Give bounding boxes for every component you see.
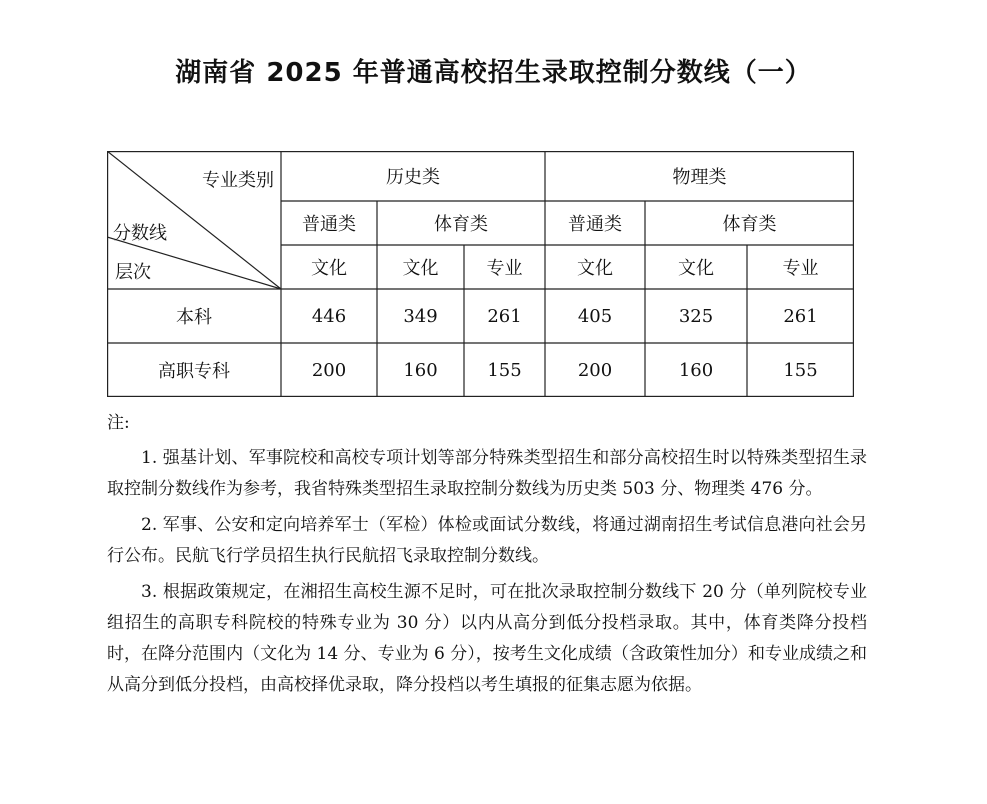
- table-cell: 349: [403, 305, 438, 327]
- table-cell: 200: [311, 359, 347, 381]
- table-cell: 261: [783, 305, 818, 327]
- col-header: 文化: [311, 258, 347, 279]
- history-general-header: 普通类: [302, 214, 356, 235]
- physics-general-header: 普通类: [568, 214, 622, 235]
- table-cell: 160: [403, 359, 438, 381]
- col-header: 专业: [486, 258, 523, 279]
- table-cell: 155: [487, 359, 522, 381]
- note-item-2: 2. 军事、公安和定向培养军士（军检）体检或面试分数线，将通过湖南招生考试信息港向社会另行公布。民航飞行学员招生执行民航招飞录取控制分数线。: [107, 515, 867, 566]
- table-cell: 325: [678, 305, 714, 327]
- note-item-3: 3. 根据政策规定，在湘招生高校生源不足时，可在批次录取控制分数线下 20 分（单列院校专业组招生的高职专科院校的特殊专业为 30 分）以内从高分到低分投档录取。其中，体育类降分投档时，在降分范围内（文化为 14 分、专业为 6 分），按考生文化成绩（含政策性加分）和专业成绩之和从高分到低分投档，由高校择优录取，降分投档以考生填报的征集志愿为依据。: [107, 582, 867, 695]
- col-header: 专业: [782, 258, 819, 279]
- table-cell: 405: [577, 305, 613, 327]
- col-header: 文化: [577, 258, 613, 279]
- table-cell: 200: [577, 359, 613, 381]
- col-header: 文化: [402, 258, 439, 279]
- corner-score-label: 分数线: [113, 223, 167, 244]
- table-cell: 160: [678, 359, 714, 381]
- physics-sports-header: 体育类: [722, 214, 777, 235]
- table-cell: 446: [311, 305, 347, 327]
- corner-level-label: 层次: [115, 262, 151, 283]
- row-label-undergraduate: 本科: [176, 307, 212, 328]
- note-item-1: 1. 强基计划、军事院校和高校专项计划等部分特殊类型招生和部分高校招生时以特殊类型招生录取控制分数线作为参考，我省特殊类型招生录取控制分数线为历史类 503 分、物理类 476 分。: [107, 448, 867, 499]
- notes-label: 注:: [107, 413, 130, 433]
- col-header: 文化: [678, 258, 714, 279]
- table-cell: 261: [487, 305, 522, 327]
- table-cell: 155: [783, 359, 818, 381]
- notes-section: [107, 408, 867, 701]
- corner-category-label: 专业类别: [202, 170, 274, 191]
- group-history-header: 历史类: [386, 167, 440, 188]
- document-title: 湖南省 2025 年普通高校招生录取控制分数线（一）: [175, 58, 812, 88]
- score-table: [107, 151, 854, 397]
- row-label-vocational: 高职专科: [158, 361, 230, 382]
- history-sports-header: 体育类: [434, 214, 488, 235]
- group-physics-header: 物理类: [672, 167, 727, 188]
